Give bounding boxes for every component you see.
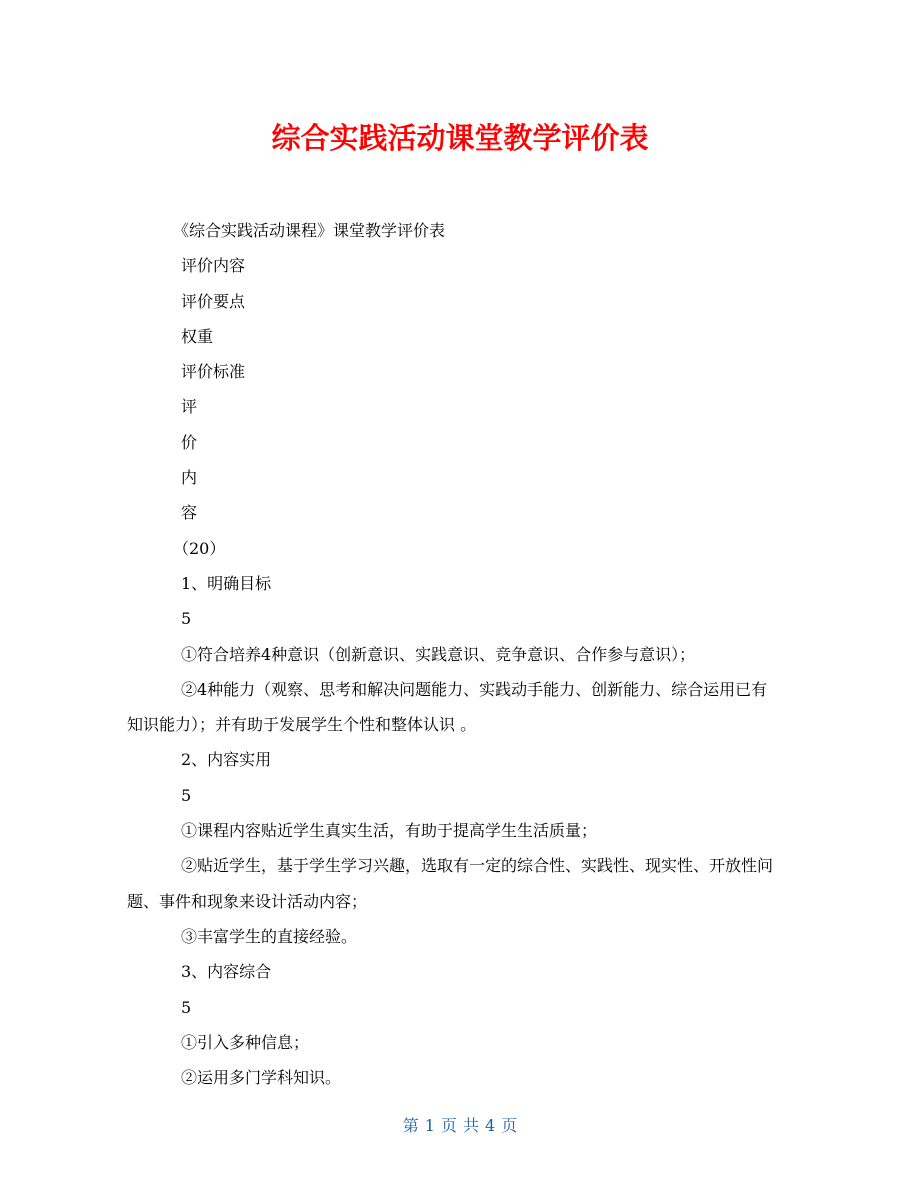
paragraph: ②4种能力（观察、思考和解决问题能力、实践动手能力、创新能力、综合运用已有知识能力）；并有助于发展学生个性和整体认识 。 <box>127 679 768 735</box>
paragraph: 评价内容 <box>181 256 246 276</box>
paragraph: 3、内容综合 <box>181 962 272 982</box>
current-page-number: 1 <box>424 1116 435 1135</box>
paragraph: ②贴近学生，基于学生学习兴趣，选取有一定的综合性、实践性、现实性、开放性问题、事件和现象来设计活动内容； <box>127 856 774 911</box>
paragraph: ①引入多种信息； <box>181 1032 310 1052</box>
paragraph: ①符合培养4种意识（创新意识、实践意识、竞争意识、合作参与意识）； <box>181 644 696 664</box>
paragraph: 评价要点 <box>181 291 246 311</box>
paragraph: 内 <box>181 468 198 488</box>
footer-total-word: 共 <box>463 1116 480 1135</box>
paragraph: 评价标准 <box>181 362 246 382</box>
page-footer <box>0 1114 920 1138</box>
paragraph: ②运用多门学科知识。 <box>181 1068 342 1088</box>
paragraph: 权重 <box>181 326 214 346</box>
footer-prefix: 第 <box>402 1116 419 1135</box>
total-pages-number: 4 <box>485 1116 496 1135</box>
paragraph: ①课程内容贴近学生真实生活，有助于提高学生生活质量； <box>181 821 598 841</box>
paragraph: 2、内容实用 <box>181 750 272 770</box>
paragraph: 评 <box>181 397 198 417</box>
paragraph: 5 <box>181 997 192 1017</box>
paragraph: 1、明确目标 <box>181 573 272 593</box>
paragraph: 《综合实践活动课程》课堂教学评价表 <box>173 221 446 240</box>
page-title: 综合实践活动课堂教学评价表 <box>271 121 649 155</box>
paragraph: 容 <box>181 503 198 523</box>
footer-page-word: 页 <box>440 1116 457 1135</box>
paragraph: （20） <box>173 538 226 558</box>
paragraph: 5 <box>181 609 192 629</box>
paragraph: ③丰富学生的直接经验。 <box>181 926 358 946</box>
document-body <box>127 213 781 1095</box>
footer-suffix: 页 <box>501 1116 518 1135</box>
paragraph: 5 <box>181 785 192 805</box>
paragraph: 价 <box>181 432 198 452</box>
